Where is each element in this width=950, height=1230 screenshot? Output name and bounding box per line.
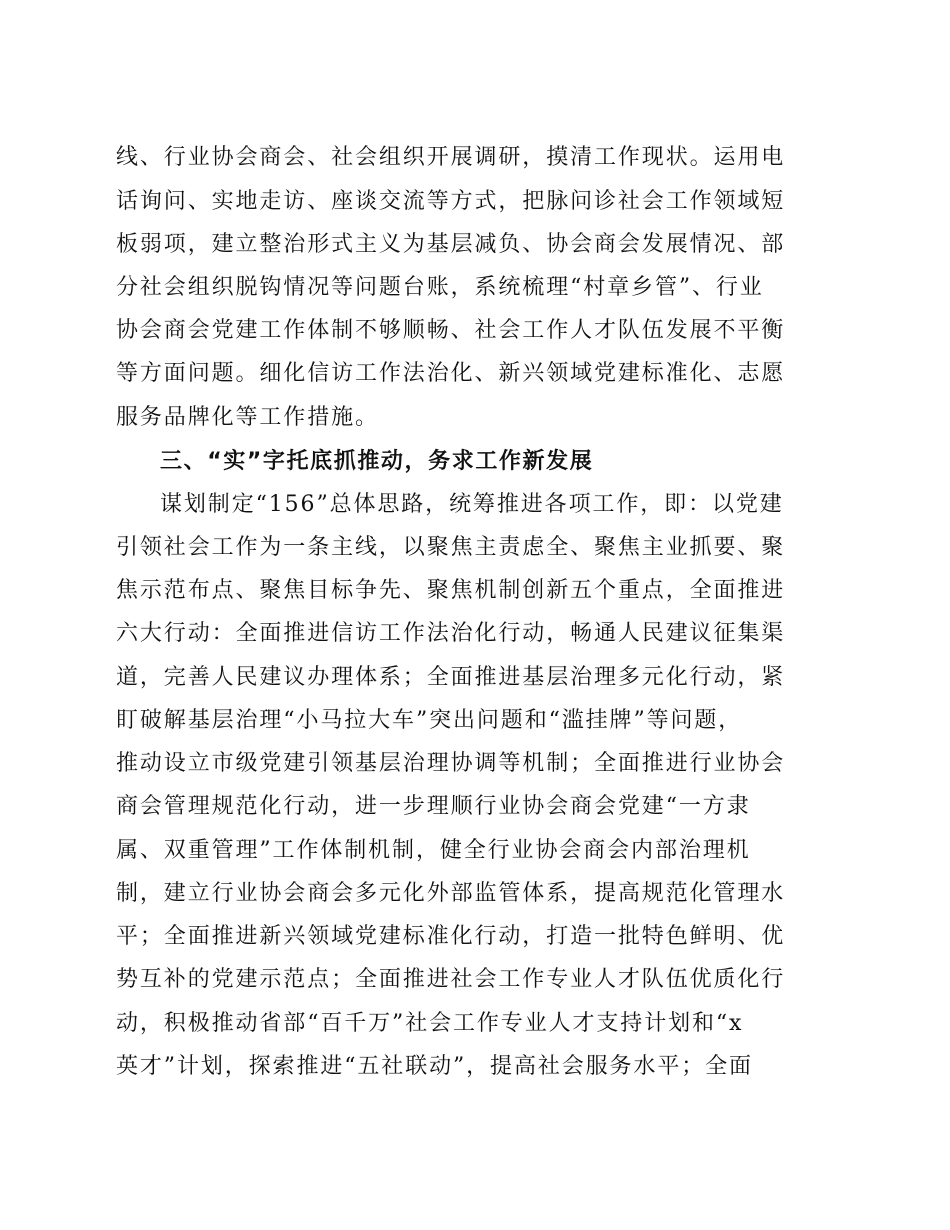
paragraph-line: 引领社会工作为一条主线，以聚焦主责虑全、聚焦主业抓要、聚	[116, 535, 786, 560]
paragraph-line: 道，完善人民建议办理体系；全面推进基层治理多元化行动，紧	[116, 665, 786, 690]
paragraph-line: 属、双重管理”工作体制机制，健全行业协会商会内部治理机	[116, 838, 751, 863]
paragraph-line: 协会商会党建工作体制不够顺畅、社会工作人才队伍发展不平衡	[116, 318, 786, 343]
paragraph-line: 焦示范布点、聚焦目标争先、聚焦机制创新五个重点，全面推进	[116, 578, 786, 603]
paragraph-line: 平；全面推进新兴领域党建标准化行动，打造一批特色鲜明、优	[116, 924, 786, 949]
paragraph-line: 动，积极推动省部“百千万”社会工作专业人才支持计划和“x	[116, 1011, 744, 1036]
paragraph-line: 分社会组织脱钩情况等问题台账，系统梳理“村章乡管”、行业	[116, 275, 764, 300]
section-heading: 三、“实”字托底抓推动，务求工作新发展	[160, 449, 594, 474]
paragraph-line: 势互补的党建示范点；全面推进社会工作专业人才队伍优质化行	[116, 967, 786, 992]
paragraph-line: 六大行动：全面推进信访工作法治化行动，畅通人民建议征集渠	[116, 621, 786, 646]
paragraph-line: 盯破解基层治理“小马拉大车”突出问题和“滥挂牌”等问题，	[116, 708, 743, 733]
paragraph-line: 等方面问题。细化信访工作法治化、新兴领域党建标准化、志愿	[116, 361, 786, 386]
paragraph-line: 线、行业协会商会、社会组织开展调研，摸清工作现状。运用电	[116, 145, 786, 170]
paragraph-line: 话询问、实地走访、座谈交流等方式，把脉问诊社会工作领域短	[116, 189, 786, 214]
paragraph-first-line: 谋划制定“156”总体思路，统筹推进各项工作，即：以党建	[160, 492, 784, 517]
paragraph-line: 板弱项，建立整治形式主义为基层减负、协会商会发展情况、部	[116, 232, 786, 257]
paragraph-line: 制，建立行业协会商会多元化外部监管体系，提高规范化管理水	[116, 881, 786, 906]
paragraph-line: 商会管理规范化行动，进一步理顺行业协会商会党建“一方隶	[116, 794, 751, 819]
paragraph-line: 英才”计划，探索推进“五社联动”，提高社会服务水平；全面	[116, 1054, 753, 1079]
paragraph-line: 推动设立市级党建引领基层治理协调等机制；全面推进行业协会	[116, 751, 786, 776]
paragraph-line: 服务品牌化等工作措施。	[116, 405, 379, 430]
